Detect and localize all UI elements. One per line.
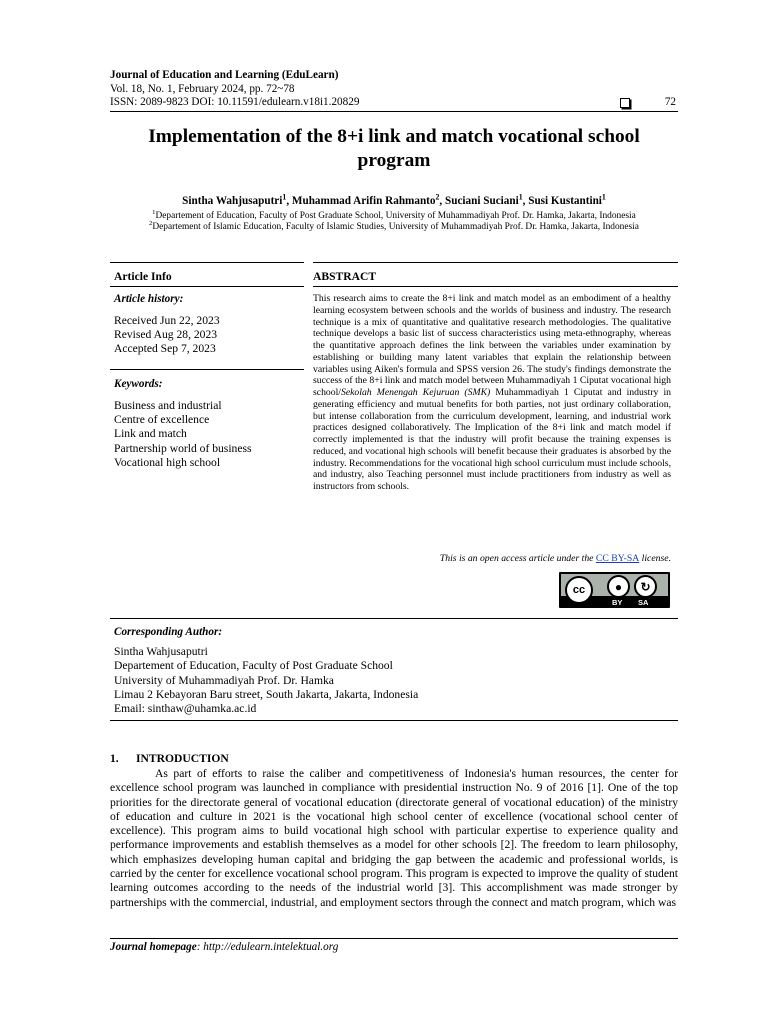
article-info-top-rule	[110, 262, 304, 263]
journal-issn-doi: ISSN: 2089-9823 DOI: 10.11591/edulearn.v18i1.20829	[110, 96, 360, 109]
keyword-item: Vocational high school	[114, 455, 221, 469]
footer-rule	[110, 938, 678, 939]
cc-sa-label: SA	[638, 598, 649, 607]
author-affiliation-mark: 1	[518, 192, 523, 202]
corresponding-author	[114, 625, 674, 716]
author-affiliation-mark: 1	[282, 192, 287, 202]
section-heading: 1. INTRODUCTION	[110, 752, 229, 765]
keywords-rule	[110, 369, 304, 370]
affiliation-item: $^2$Departement of Islamic Education, Faculty of Islamic Studies, University of Muhammadiyah Prof. Dr. Hamka, Jakarta, Indonesia	[149, 220, 639, 233]
journal-header	[110, 69, 680, 110]
corresponding-dept: Departement of Education, Faculty of Post Graduate School	[114, 659, 393, 673]
keywords-list	[114, 399, 304, 470]
journal-title: Journal of Education and Learning (EduLearn)	[110, 69, 339, 81]
corresponding-top-rule	[110, 618, 678, 619]
corresponding-address: Limau 2 Kebayoran Baru street, South Jakarta, Jakarta, Indonesia	[114, 687, 419, 701]
history-received: Received Jun 22, 2023	[114, 314, 220, 327]
square-bullet-icon	[620, 98, 630, 108]
affiliation-list	[110, 208, 678, 234]
author-name: Muhammad Arifin Rahmanto	[291, 195, 436, 207]
keyword-item: Link and match	[114, 427, 187, 441]
corresponding-name: Sintha Wahjusaputri	[114, 645, 208, 659]
affiliation-item: $^1$Departement of Education, Faculty of Post Graduate School, University of Muhammadiyah Prof. Dr. Hamka, Jakarta, Indonesia	[152, 208, 636, 221]
keywords-heading: Keywords:	[114, 378, 163, 390]
author-name: Susi Kustantini	[528, 195, 602, 207]
abstract-top-rule	[313, 262, 678, 263]
header-divider	[110, 111, 678, 112]
article-info-heading: Article Info	[114, 270, 172, 283]
keyword-item: Business and industrial	[114, 399, 222, 412]
article-info-sub-rule	[110, 286, 304, 287]
cc-icon: cc	[565, 576, 593, 604]
author-affiliation-mark: 1	[601, 192, 606, 202]
abstract-text: This research aims to create the 8+i link and match model as an embodiment of a healthy learning ecosystem between schools and the worlds of business and industry. The research technique is a mix of quantitative and qualitative research methodologies. The qualitative technique develops a basic list of success characteristics using meta-ethnography, whereas the quantitative approach defines the link between the variables under examination by establishing or building many latent variables that explain the relationship between variables using Aiken's formula and SPSS version 26. The study's findings demonstrate the success of the 8+i link and match model between Muhammadiyah 1 Ciputat vocational high school/Sekolah Menengah Kejuruan (SMK) Muhammadiyah 1 Ciputat and industry in generating efficiency and mutual benefits for both parties, not just ordinary collaboration, but intense collaboration from the curriculum development, learning, and industrial work practices designed collaboratively. The Implication of the 8+i link and match model if correctly implemented is that the industry will profit because the training expenses is reduced, and vocational high schools will benefit because their graduates is absorbed by the industry. Recommendations for the vocational high school curriculum must include schools, and industry, also Teaching personnel must include practitioners from industry as well as instructors from schools.	[313, 293, 671, 492]
attribution-icon: ●	[607, 575, 630, 598]
keyword-item: Partnership world of business	[114, 441, 252, 455]
journal-volume: Vol. 18, No. 1, February 2024, pp. 72~78	[110, 82, 295, 95]
journal-homepage-link[interactable]: http://edulearn.intelektual.org	[203, 941, 339, 953]
corresponding-heading: Corresponding Author:	[114, 626, 223, 638]
abstract-sub-rule	[313, 286, 678, 287]
author-name: Suciani Suciani	[445, 195, 519, 207]
open-access-notice: This is an open access article under the CC BY-SA license.	[439, 553, 671, 564]
author-affiliation-mark: 2	[435, 192, 440, 202]
keyword-item: Centre of excellence	[114, 413, 210, 427]
history-revised: Revised Aug 28, 2023	[114, 328, 218, 342]
history-accepted: Accepted Sep 7, 2023	[114, 342, 216, 356]
corresponding-bottom-rule	[110, 720, 678, 721]
author-list: Sintha Wahjusaputri$^1$, Muhammad Arifin Rahmanto$^2$, Suciani Suciani$^1$, Susi Kustantini$^1$	[182, 192, 606, 207]
article-history-list	[114, 314, 304, 357]
cc-by-sa-link[interactable]: CC BY-SA	[595, 553, 640, 564]
introduction-paragraph: As part of efforts to raise the caliber and competitiveness of Indonesia's human resources, the center for excellence school program was launched in compliance with presidential instruction No. 9 of 2016 [1]. One of the top priorities for the directorate general of vocational education (directorate general of vocational education) of the ministry of education and culture in 2021 is the vocational high school center of excellence (vocational school center of excellence). This program aims to build vocational high school with particular expertise to experience quality and performance improvements and establish themselves as a model for other schools [2]. The freedom to learn philosophy, which emphasizes developing human capital and bridging the gap between the academic and professional worlds, is carried by the center for excellence vocational school program. This program is expected to improve the quality of student learning outcomes according to the needs of the industrial world [3]. This accomplishment was made stronger by partnerships with the commercial, industrial, and employment sectors through the connect and match program, which was	[110, 767, 678, 909]
cc-by-sa-badge	[559, 572, 670, 608]
corresponding-email: Email: sinthaw@uhamka.ac.id	[114, 702, 257, 716]
share-alike-icon: ↻	[634, 575, 657, 598]
paper-title: Implementation of the 8+i link and match vocational school program	[148, 126, 640, 171]
article-history-heading: Article history:	[114, 293, 184, 305]
cc-by-label: BY	[612, 598, 623, 607]
author-name: Sintha Wahjusaputri	[182, 195, 283, 207]
journal-homepage: Journal homepage: http://edulearn.intelektual.org	[110, 941, 339, 953]
corresponding-univ: University of Muhammadiyah Prof. Dr. Hamka	[114, 673, 334, 687]
abstract-heading: ABSTRACT	[313, 270, 377, 283]
page-number: 72	[664, 96, 676, 108]
